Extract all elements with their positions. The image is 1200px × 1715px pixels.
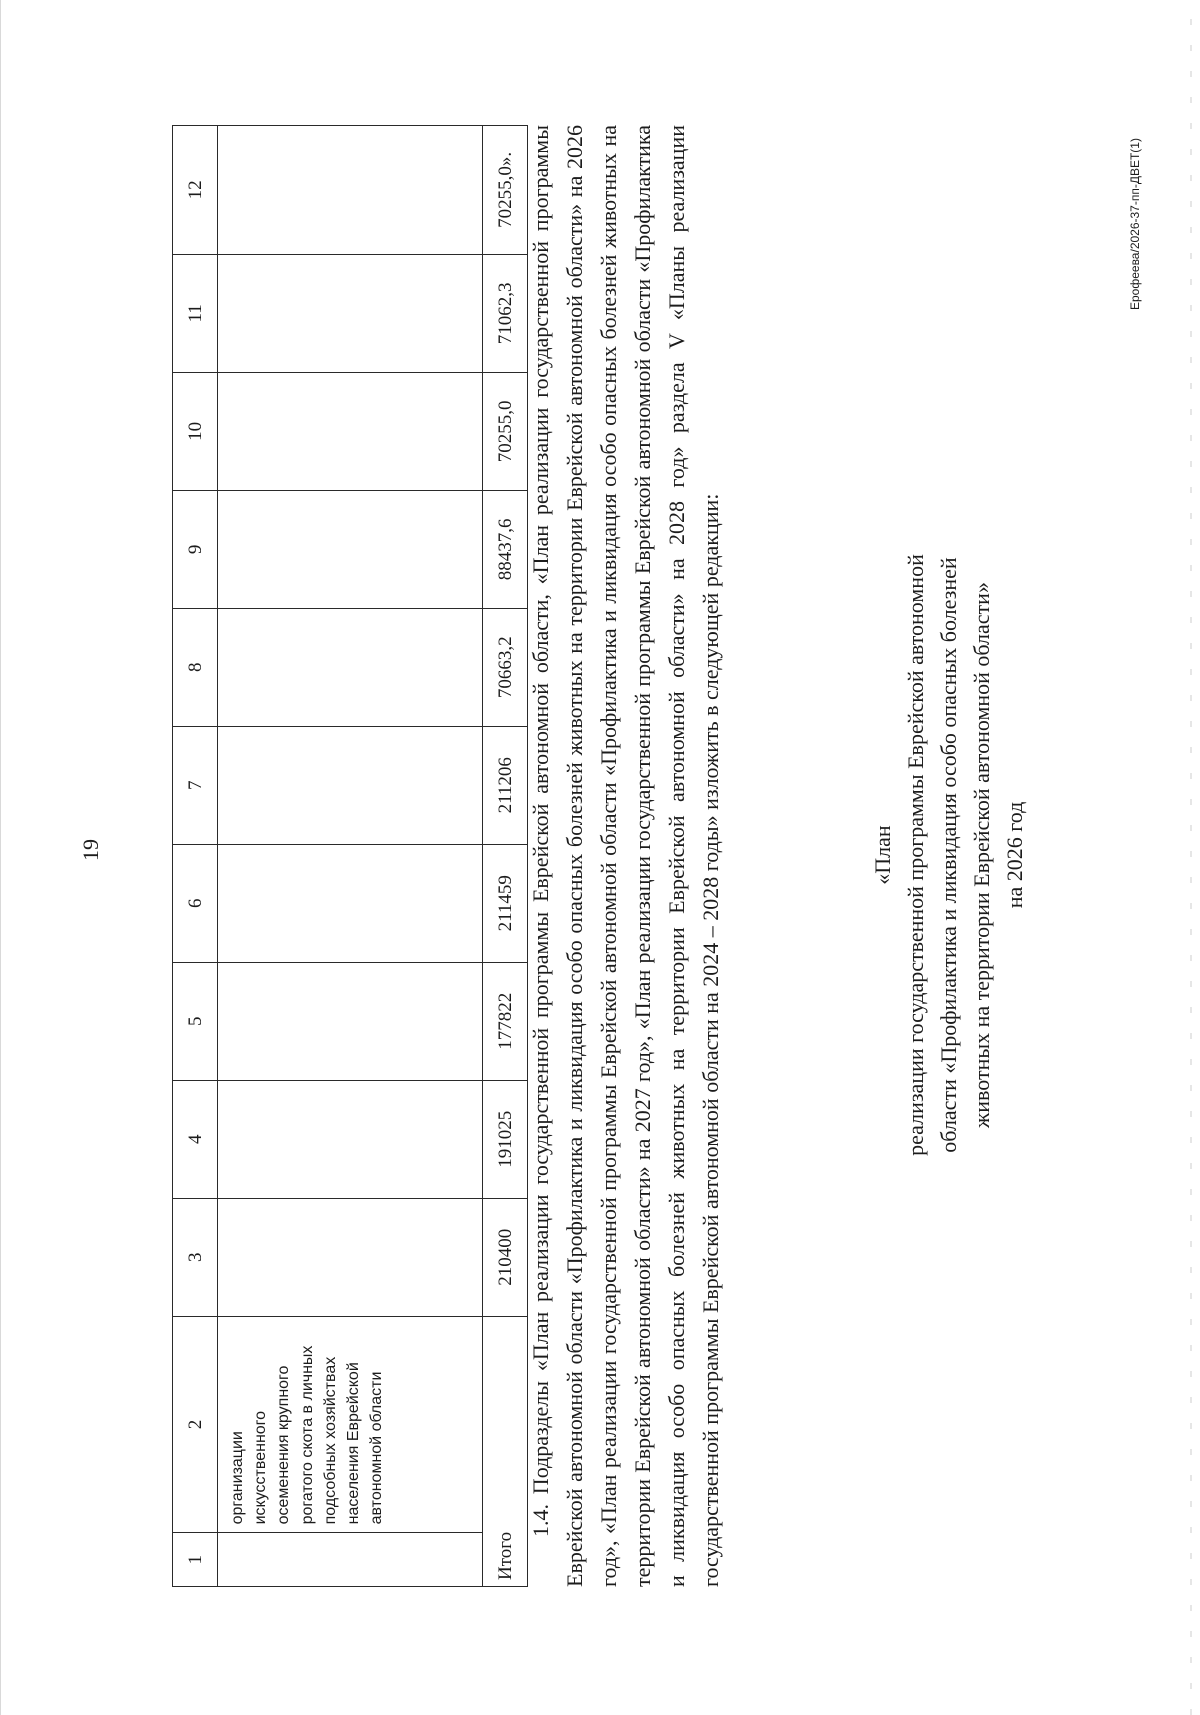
description-line: рогатого скота в личных bbox=[298, 1345, 316, 1525]
column-header: 4 bbox=[173, 1080, 218, 1198]
column-header: 7 bbox=[173, 726, 218, 844]
total-value: 211459 bbox=[483, 844, 528, 962]
table-cell bbox=[218, 254, 483, 372]
amendment-paragraph: 1.4. Подразделы «План реализации государственной программы Еврейской автономной области, «План реализации государственной программы Еврейской автономной области «Профилактика и ликвидация особо опасных болезней животных на территории Еврейской автономной области» на 2026 год», «План реализации государственной программы Еврейской автономной области «Профилактика и ликвидация особо опасных болезней животных на территории Еврейской автономной области» на 2027 год», «План реализации государственной программы Еврейской автономной области «Профилактика и ликвидация особо опасных болезней животных на территории Еврейской автономной области» на 2028 год» раздела V «Планы реализации государственной программы Еврейской автономной области на 2024 – 2028 годы» изложить в следующей редакции: bbox=[528, 125, 723, 1587]
document-code: Ерофеева/2026-37-пп-ДВЕТ(1) bbox=[1128, 138, 1142, 310]
total-value: 71062,3 bbox=[483, 254, 528, 372]
description-line: населения Еврейской bbox=[344, 1362, 362, 1525]
table-cell bbox=[218, 844, 483, 962]
column-header: 6 bbox=[173, 844, 218, 962]
heading-line: области «Профилактика и ликвидация особо опасных болезней bbox=[936, 557, 961, 1153]
description-line: организации bbox=[229, 1431, 246, 1525]
column-header: 12 bbox=[173, 126, 218, 255]
table-row bbox=[218, 126, 483, 1587]
column-header: 10 bbox=[173, 372, 218, 490]
column-header: 8 bbox=[173, 608, 218, 726]
table-cell bbox=[218, 962, 483, 1080]
total-value: 177822 bbox=[483, 962, 528, 1080]
column-header: 5 bbox=[173, 962, 218, 1080]
table-cell bbox=[218, 726, 483, 844]
description-line: подсобных хозяйствах bbox=[321, 1356, 339, 1525]
heading-line: животных на территории Еврейской автономной области» bbox=[969, 582, 994, 1128]
column-header: 11 bbox=[173, 254, 218, 372]
measure-description-cell bbox=[218, 1316, 483, 1533]
total-value: 88437,6 bbox=[483, 490, 528, 608]
column-header: 1 bbox=[173, 1533, 218, 1587]
heading-line: «План bbox=[870, 825, 895, 885]
table-cell bbox=[218, 372, 483, 490]
plan-table bbox=[172, 125, 528, 1587]
total-value: 70255,0 bbox=[483, 372, 528, 490]
table-cell bbox=[218, 1533, 483, 1587]
total-value: 70663,2 bbox=[483, 608, 528, 726]
total-value: 191025 bbox=[483, 1080, 528, 1198]
page-number: 19 bbox=[78, 839, 103, 861]
heading-line: реализации государственной программы Еврейской автономной bbox=[903, 554, 928, 1156]
table-cell bbox=[218, 126, 483, 255]
heading-line: на 2026 год bbox=[1002, 801, 1027, 909]
total-label: Итого bbox=[483, 1316, 528, 1586]
total-row bbox=[483, 126, 528, 1587]
description-line: автономной области bbox=[368, 1371, 386, 1525]
plan-heading bbox=[866, 425, 1031, 1285]
total-value: 70255,0». bbox=[483, 126, 528, 255]
total-value: 210400 bbox=[483, 1198, 528, 1316]
column-header: 3 bbox=[173, 1198, 218, 1316]
column-header: 2 bbox=[173, 1316, 218, 1533]
column-header: 9 bbox=[173, 490, 218, 608]
table-cell bbox=[218, 1198, 483, 1316]
table-cell bbox=[218, 608, 483, 726]
table-header-row bbox=[173, 126, 218, 1587]
description-line: искусственного bbox=[252, 1410, 270, 1525]
table-cell bbox=[218, 490, 483, 608]
scan-noise-strip bbox=[1190, 0, 1192, 1715]
description-line: осеменения крупного bbox=[275, 1365, 293, 1525]
table-cell bbox=[218, 1080, 483, 1198]
total-value: 211206 bbox=[483, 726, 528, 844]
